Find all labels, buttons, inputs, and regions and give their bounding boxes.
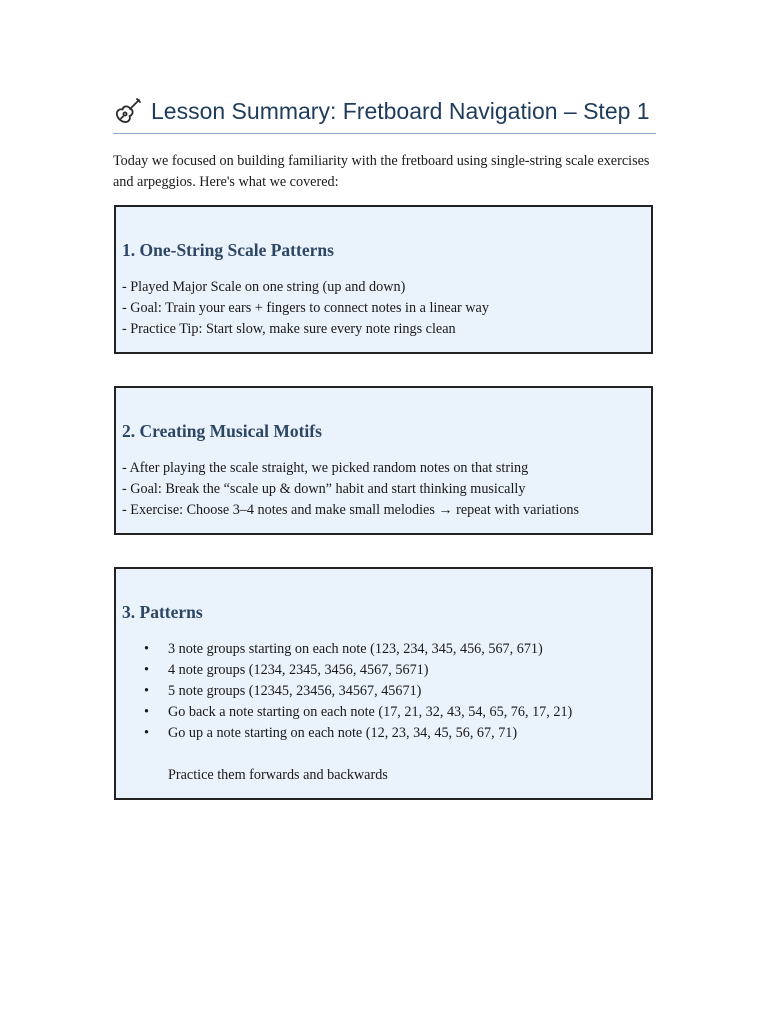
- list-item: - Goal: Train your ears + fingers to connect notes in a linear way: [122, 300, 489, 316]
- list-item-text: Go up a note starting on each note (12, 23, 34, 45, 56, 67, 71): [168, 725, 518, 741]
- section-card-patterns: [114, 567, 653, 800]
- section-heading: 1. One-String Scale Patterns: [122, 240, 334, 260]
- list-item: - Exercise: Choose 3–4 notes and make small melodies → repeat with variations: [122, 502, 580, 518]
- list-item-text: 4 note groups (1234, 2345, 3456, 4567, 5671): [168, 662, 429, 678]
- page-title: Lesson Summary: Fretboard Navigation – Step 1: [151, 98, 650, 124]
- section-heading: 3. Patterns: [122, 602, 203, 622]
- list-item: [140, 723, 572, 744]
- intro-paragraph: Today we focused on building familiarity with the fretboard using single-string scale exercises and arpeggios. Here's what we covered:: [113, 153, 650, 190]
- bullet-icon: •: [144, 641, 149, 657]
- list-item: [140, 639, 572, 660]
- bullet-icon: •: [144, 662, 149, 678]
- list-item-text: Go back a note starting on each note (17, 21, 32, 43, 54, 65, 76, 17, 21): [168, 704, 573, 720]
- list-item-text: 5 note groups (12345, 23456, 34567, 45671): [168, 683, 422, 699]
- section-card-musical-motifs: [114, 386, 653, 535]
- bullet-list: [140, 639, 572, 744]
- practice-note: Practice them forwards and backwards: [168, 767, 388, 783]
- list-item: - After playing the scale straight, we picked random notes on that string: [122, 460, 529, 476]
- list-item: - Played Major Scale on one string (up and down): [122, 279, 406, 295]
- list-item: [140, 681, 572, 702]
- section-card-scale-patterns: [114, 205, 653, 354]
- list-item: - Practice Tip: Start slow, make sure every note rings clean: [122, 321, 456, 337]
- bullet-icon: •: [144, 725, 149, 741]
- list-item: - Goal: Break the “scale up & down” habit and start thinking musically: [122, 481, 526, 497]
- bullet-icon: •: [144, 683, 149, 699]
- bullet-icon: •: [144, 704, 149, 720]
- list-item: [140, 702, 572, 723]
- page-header: [113, 95, 656, 134]
- section-lines: [122, 458, 579, 521]
- section-heading: 2. Creating Musical Motifs: [122, 421, 322, 441]
- list-item: [140, 660, 572, 681]
- guitar-icon: [113, 96, 143, 126]
- section-lines: [122, 277, 489, 340]
- list-item-text: 3 note groups starting on each note (123, 234, 345, 456, 567, 671): [168, 641, 543, 657]
